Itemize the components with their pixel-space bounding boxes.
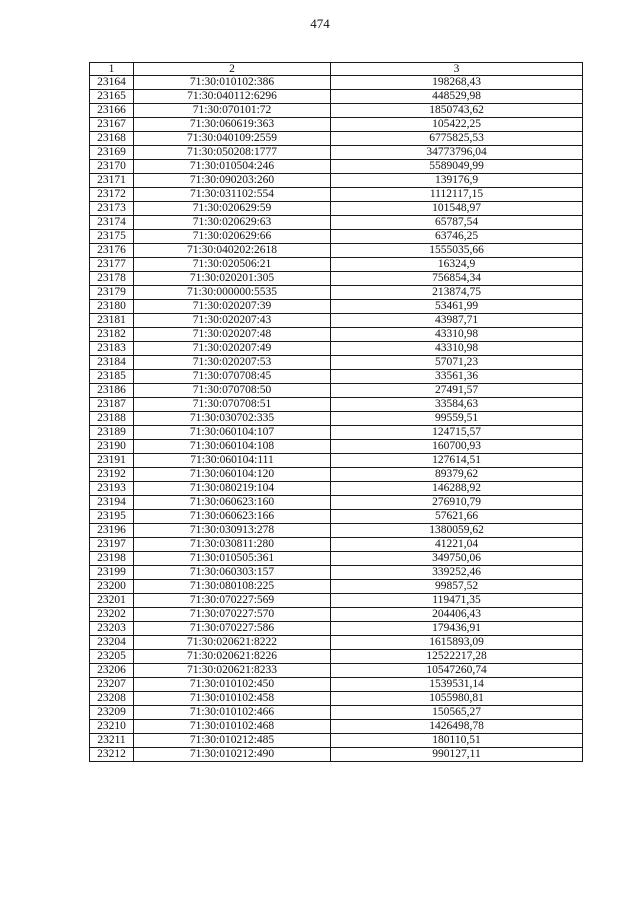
cadastral-number-cell: 71:30:070708:45 bbox=[134, 370, 331, 384]
row-number-cell: 23182 bbox=[90, 328, 134, 342]
table-row bbox=[90, 412, 583, 426]
cadastral-number-cell: 71:30:020629:63 bbox=[134, 216, 331, 230]
cadastral-number-cell: 71:30:010505:361 bbox=[134, 552, 331, 566]
cadastral-value-cell: 448529,98 bbox=[331, 90, 583, 104]
cadastral-value-cell: 99559,51 bbox=[331, 412, 583, 426]
row-number-cell: 23207 bbox=[90, 678, 134, 692]
row-number-cell: 23177 bbox=[90, 258, 134, 272]
row-number-cell: 23164 bbox=[90, 76, 134, 90]
table-row bbox=[90, 608, 583, 622]
row-number-cell: 23178 bbox=[90, 272, 134, 286]
row-number-cell: 23190 bbox=[90, 440, 134, 454]
cadastral-number-cell: 71:30:030702:335 bbox=[134, 412, 331, 426]
cadastral-value-cell: 41221,04 bbox=[331, 538, 583, 552]
row-number-cell: 23169 bbox=[90, 146, 134, 160]
cadastral-number-cell: 71:30:020207:49 bbox=[134, 342, 331, 356]
cadastral-number-cell: 71:30:020207:43 bbox=[134, 314, 331, 328]
table-row bbox=[90, 720, 583, 734]
cadastral-value-cell: 89379,62 bbox=[331, 468, 583, 482]
table-row bbox=[90, 650, 583, 664]
cadastral-value-cell: 349750,06 bbox=[331, 552, 583, 566]
table-row bbox=[90, 216, 583, 230]
row-number-cell: 23180 bbox=[90, 300, 134, 314]
cadastral-number-cell: 71:30:040202:2618 bbox=[134, 244, 331, 258]
cadastral-value-cell: 53461,99 bbox=[331, 300, 583, 314]
cadastral-value-cell: 139176,9 bbox=[331, 174, 583, 188]
table-row bbox=[90, 692, 583, 706]
cadastral-number-cell: 71:30:020629:66 bbox=[134, 230, 331, 244]
column-header-2: 2 bbox=[134, 63, 331, 76]
cadastral-value-cell: 43987,71 bbox=[331, 314, 583, 328]
table-row bbox=[90, 426, 583, 440]
cadastral-value-cell: 16324,9 bbox=[331, 258, 583, 272]
table-row bbox=[90, 244, 583, 258]
cadastral-value-cell: 33561,36 bbox=[331, 370, 583, 384]
cadastral-value-cell: 10547260,74 bbox=[331, 664, 583, 678]
row-number-cell: 23208 bbox=[90, 692, 134, 706]
cadastral-number-cell: 71:30:020207:53 bbox=[134, 356, 331, 370]
cadastral-number-cell: 71:30:020621:8233 bbox=[134, 664, 331, 678]
cadastral-value-cell: 63746,25 bbox=[331, 230, 583, 244]
cadastral-value-cell: 204406,43 bbox=[331, 608, 583, 622]
column-header-3: 3 bbox=[331, 63, 583, 76]
cadastral-value-cell: 57071,23 bbox=[331, 356, 583, 370]
row-number-cell: 23195 bbox=[90, 510, 134, 524]
row-number-cell: 23166 bbox=[90, 104, 134, 118]
row-number-cell: 23186 bbox=[90, 384, 134, 398]
cadastral-value-cell: 990127,11 bbox=[331, 748, 583, 762]
table-row bbox=[90, 314, 583, 328]
table-row bbox=[90, 146, 583, 160]
cadastral-number-cell: 71:30:040109:2559 bbox=[134, 132, 331, 146]
cadastral-value-cell: 146288,92 bbox=[331, 482, 583, 496]
row-number-cell: 23196 bbox=[90, 524, 134, 538]
table-row bbox=[90, 580, 583, 594]
table-row bbox=[90, 566, 583, 580]
cadastral-number-cell: 71:30:070227:569 bbox=[134, 594, 331, 608]
cadastral-value-cell: 160700,93 bbox=[331, 440, 583, 454]
cadastral-value-cell: 43310,98 bbox=[331, 342, 583, 356]
row-number-cell: 23172 bbox=[90, 188, 134, 202]
cadastral-number-cell: 71:30:020621:8222 bbox=[134, 636, 331, 650]
row-number-cell: 23200 bbox=[90, 580, 134, 594]
table-row bbox=[90, 118, 583, 132]
cadastral-value-cell: 43310,98 bbox=[331, 328, 583, 342]
cadastral-number-cell: 71:30:060104:111 bbox=[134, 454, 331, 468]
cadastral-value-cell: 276910,79 bbox=[331, 496, 583, 510]
row-number-cell: 23209 bbox=[90, 706, 134, 720]
row-number-cell: 23170 bbox=[90, 160, 134, 174]
table-row bbox=[90, 454, 583, 468]
cadastral-number-cell: 71:30:070227:586 bbox=[134, 622, 331, 636]
cadastral-number-cell: 71:30:010504:246 bbox=[134, 160, 331, 174]
cadastral-value-cell: 101548,97 bbox=[331, 202, 583, 216]
row-number-cell: 23199 bbox=[90, 566, 134, 580]
cadastral-number-cell: 71:30:031102:554 bbox=[134, 188, 331, 202]
cadastral-value-cell: 756854,34 bbox=[331, 272, 583, 286]
row-number-cell: 23212 bbox=[90, 748, 134, 762]
header-row bbox=[90, 63, 583, 76]
row-number-cell: 23168 bbox=[90, 132, 134, 146]
table-row bbox=[90, 482, 583, 496]
row-number-cell: 23204 bbox=[90, 636, 134, 650]
table-body bbox=[90, 76, 583, 762]
table-row bbox=[90, 174, 583, 188]
table-row bbox=[90, 160, 583, 174]
cadastral-value-cell: 5589049,99 bbox=[331, 160, 583, 174]
cadastral-value-cell: 119471,35 bbox=[331, 594, 583, 608]
cadastral-value-cell: 12522217,28 bbox=[331, 650, 583, 664]
table-row bbox=[90, 748, 583, 762]
cadastral-value-cell: 180110,51 bbox=[331, 734, 583, 748]
cadastral-number-cell: 71:30:020207:48 bbox=[134, 328, 331, 342]
cadastral-value-cell: 179436,91 bbox=[331, 622, 583, 636]
cadastral-value-table bbox=[89, 62, 583, 762]
cadastral-value-cell: 1539531,14 bbox=[331, 678, 583, 692]
cadastral-number-cell: 71:30:070101:72 bbox=[134, 104, 331, 118]
cadastral-number-cell: 71:30:010212:490 bbox=[134, 748, 331, 762]
table-row bbox=[90, 230, 583, 244]
cadastral-number-cell: 71:30:060104:107 bbox=[134, 426, 331, 440]
cadastral-number-cell: 71:30:060104:108 bbox=[134, 440, 331, 454]
row-number-cell: 23183 bbox=[90, 342, 134, 356]
row-number-cell: 23203 bbox=[90, 622, 134, 636]
cadastral-value-cell: 213874,75 bbox=[331, 286, 583, 300]
table-row bbox=[90, 440, 583, 454]
cadastral-value-cell: 6775825,53 bbox=[331, 132, 583, 146]
cadastral-number-cell: 71:30:020621:8226 bbox=[134, 650, 331, 664]
table-row bbox=[90, 328, 583, 342]
table-row bbox=[90, 468, 583, 482]
cadastral-number-cell: 71:30:060623:160 bbox=[134, 496, 331, 510]
row-number-cell: 23181 bbox=[90, 314, 134, 328]
cadastral-value-cell: 127614,51 bbox=[331, 454, 583, 468]
cadastral-number-cell: 71:30:040112:6296 bbox=[134, 90, 331, 104]
cadastral-number-cell: 71:30:070708:50 bbox=[134, 384, 331, 398]
row-number-cell: 23179 bbox=[90, 286, 134, 300]
row-number-cell: 23176 bbox=[90, 244, 134, 258]
column-header-1: 1 bbox=[90, 63, 134, 76]
row-number-cell: 23188 bbox=[90, 412, 134, 426]
row-number-cell: 23185 bbox=[90, 370, 134, 384]
cadastral-number-cell: 71:30:060619:363 bbox=[134, 118, 331, 132]
cadastral-value-cell: 1615893,09 bbox=[331, 636, 583, 650]
table-row bbox=[90, 370, 583, 384]
cadastral-value-cell: 99857,52 bbox=[331, 580, 583, 594]
cadastral-number-cell: 71:30:060104:120 bbox=[134, 468, 331, 482]
cadastral-number-cell: 71:30:070708:51 bbox=[134, 398, 331, 412]
cadastral-number-cell: 71:30:080108:225 bbox=[134, 580, 331, 594]
cadastral-number-cell: 71:30:010102:458 bbox=[134, 692, 331, 706]
row-number-cell: 23171 bbox=[90, 174, 134, 188]
row-number-cell: 23165 bbox=[90, 90, 134, 104]
row-number-cell: 23184 bbox=[90, 356, 134, 370]
table-row bbox=[90, 524, 583, 538]
cadastral-value-cell: 1112117,15 bbox=[331, 188, 583, 202]
table-row bbox=[90, 342, 583, 356]
table-row bbox=[90, 300, 583, 314]
page-number: 474 bbox=[310, 16, 330, 31]
row-number-cell: 23201 bbox=[90, 594, 134, 608]
cadastral-value-cell: 150565,27 bbox=[331, 706, 583, 720]
table-row bbox=[90, 76, 583, 90]
row-number-cell: 23174 bbox=[90, 216, 134, 230]
table-row bbox=[90, 496, 583, 510]
cadastral-value-cell: 339252,46 bbox=[331, 566, 583, 580]
cadastral-value-cell: 1380059,62 bbox=[331, 524, 583, 538]
table-row bbox=[90, 272, 583, 286]
row-number-cell: 23205 bbox=[90, 650, 134, 664]
table-row bbox=[90, 90, 583, 104]
table-row bbox=[90, 538, 583, 552]
table-row bbox=[90, 664, 583, 678]
row-number-cell: 23173 bbox=[90, 202, 134, 216]
cadastral-number-cell: 71:30:090203:260 bbox=[134, 174, 331, 188]
row-number-cell: 23191 bbox=[90, 454, 134, 468]
cadastral-value-cell: 27491,57 bbox=[331, 384, 583, 398]
table-row bbox=[90, 132, 583, 146]
table-row bbox=[90, 286, 583, 300]
table-row bbox=[90, 510, 583, 524]
row-number-cell: 23167 bbox=[90, 118, 134, 132]
table-row bbox=[90, 552, 583, 566]
row-number-cell: 23193 bbox=[90, 482, 134, 496]
table-row bbox=[90, 678, 583, 692]
cadastral-number-cell: 71:30:080219:104 bbox=[134, 482, 331, 496]
row-number-cell: 23202 bbox=[90, 608, 134, 622]
cadastral-number-cell: 71:30:030913:278 bbox=[134, 524, 331, 538]
cadastral-value-cell: 124715,57 bbox=[331, 426, 583, 440]
cadastral-value-cell: 34773796,04 bbox=[331, 146, 583, 160]
table-row bbox=[90, 356, 583, 370]
cadastral-number-cell: 71:30:020207:39 bbox=[134, 300, 331, 314]
table-row bbox=[90, 104, 583, 118]
cadastral-value-cell: 57621,66 bbox=[331, 510, 583, 524]
cadastral-number-cell: 71:30:010102:386 bbox=[134, 76, 331, 90]
cadastral-number-cell: 71:30:010102:450 bbox=[134, 678, 331, 692]
cadastral-value-cell: 1426498,78 bbox=[331, 720, 583, 734]
table-row bbox=[90, 258, 583, 272]
cadastral-number-cell: 71:30:010212:485 bbox=[134, 734, 331, 748]
table-row bbox=[90, 384, 583, 398]
row-number-cell: 23194 bbox=[90, 496, 134, 510]
cadastral-number-cell: 71:30:010102:466 bbox=[134, 706, 331, 720]
cadastral-value-cell: 105422,25 bbox=[331, 118, 583, 132]
row-number-cell: 23197 bbox=[90, 538, 134, 552]
table-row bbox=[90, 188, 583, 202]
table-header bbox=[90, 63, 583, 76]
row-number-cell: 23198 bbox=[90, 552, 134, 566]
cadastral-number-cell: 71:30:050208:1777 bbox=[134, 146, 331, 160]
table-row bbox=[90, 594, 583, 608]
cadastral-number-cell: 71:30:070227:570 bbox=[134, 608, 331, 622]
cadastral-number-cell: 71:30:060303:157 bbox=[134, 566, 331, 580]
cadastral-number-cell: 71:30:020506:21 bbox=[134, 258, 331, 272]
table-row bbox=[90, 734, 583, 748]
row-number-cell: 23175 bbox=[90, 230, 134, 244]
row-number-cell: 23189 bbox=[90, 426, 134, 440]
table-row bbox=[90, 636, 583, 650]
cadastral-value-cell: 1555035,66 bbox=[331, 244, 583, 258]
cadastral-number-cell: 71:30:020629:59 bbox=[134, 202, 331, 216]
row-number-cell: 23206 bbox=[90, 664, 134, 678]
table-row bbox=[90, 706, 583, 720]
cadastral-number-cell: 71:30:010102:468 bbox=[134, 720, 331, 734]
cadastral-number-cell: 71:30:000000:5535 bbox=[134, 286, 331, 300]
cadastral-value-cell: 1055980,81 bbox=[331, 692, 583, 706]
cadastral-number-cell: 71:30:060623:166 bbox=[134, 510, 331, 524]
table-row bbox=[90, 622, 583, 636]
cadastral-value-cell: 65787,54 bbox=[331, 216, 583, 230]
cadastral-value-cell: 33584,63 bbox=[331, 398, 583, 412]
row-number-cell: 23187 bbox=[90, 398, 134, 412]
cadastral-value-cell: 1850743,62 bbox=[331, 104, 583, 118]
cadastral-value-cell: 198268,43 bbox=[331, 76, 583, 90]
row-number-cell: 23211 bbox=[90, 734, 134, 748]
row-number-cell: 23210 bbox=[90, 720, 134, 734]
cadastral-number-cell: 71:30:030811:280 bbox=[134, 538, 331, 552]
row-number-cell: 23192 bbox=[90, 468, 134, 482]
table-row bbox=[90, 202, 583, 216]
cadastral-number-cell: 71:30:020201:305 bbox=[134, 272, 331, 286]
table-row bbox=[90, 398, 583, 412]
